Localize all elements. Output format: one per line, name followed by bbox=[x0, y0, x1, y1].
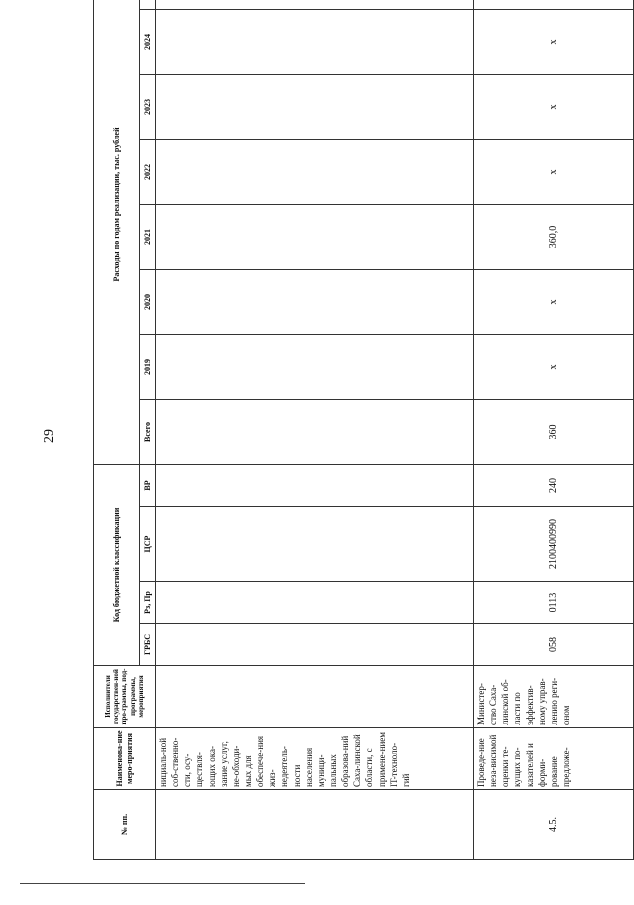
header-2021: 2021 bbox=[140, 204, 156, 269]
header-grbs: ГРБС bbox=[140, 624, 156, 666]
table-row-continuation bbox=[156, 0, 474, 860]
header-2023: 2023 bbox=[140, 74, 156, 139]
cell-name: Проведе-ние неза-висимой оценки те-кущих по-казателей и форми-рование предложе- bbox=[474, 728, 634, 790]
cell-2021 bbox=[156, 204, 474, 269]
header-expenses-group: Расходы по годам реализации, тыс. рублей bbox=[94, 0, 140, 464]
cell-2021: 360,0 bbox=[474, 204, 634, 269]
cell-num: 4.5. bbox=[474, 790, 634, 860]
header-total: Всего bbox=[140, 399, 156, 464]
cell-executor bbox=[156, 666, 474, 728]
page-number: 29 bbox=[42, 429, 57, 443]
cell-total: 360 bbox=[474, 399, 634, 464]
cell-executor: Министер-ство Саха-линской об-ласти по эффектив-ному управ-лению реги-оном bbox=[474, 666, 634, 728]
header-2024: 2024 bbox=[140, 9, 156, 74]
cell-name: нициаль-ной соб-ственно-сти, осу-ществля-ющих ока-зание услуг, не-обходи-мых для обеспече-ния жиз-недеятель-ности населения муници-пальных образова-ний Саха-линской области, с примене-нием IT-техноло-гий bbox=[156, 728, 474, 790]
cell-rzpr: 0113 bbox=[474, 582, 634, 624]
cell-num bbox=[156, 790, 474, 860]
cell-vr: 240 bbox=[474, 464, 634, 506]
cell-grbs bbox=[156, 624, 474, 666]
cell-csr: 2100400990 bbox=[474, 507, 634, 582]
budget-table bbox=[93, 0, 634, 860]
cell-2022: х bbox=[474, 139, 634, 204]
cell-2019 bbox=[156, 334, 474, 399]
cell-vr bbox=[156, 464, 474, 506]
header-2025 bbox=[140, 0, 156, 9]
footnote-rule bbox=[20, 883, 305, 884]
rotated-table-wrapper bbox=[93, 10, 633, 860]
header-rzpr: Рз, Пр bbox=[140, 582, 156, 624]
header-name: Наименова-ние меро-приятия bbox=[94, 728, 156, 790]
cell-2025 bbox=[156, 0, 474, 9]
cell-csr bbox=[156, 507, 474, 582]
cell-2024: х bbox=[474, 9, 634, 74]
header-2022: 2022 bbox=[140, 139, 156, 204]
cell-2024 bbox=[156, 9, 474, 74]
header-2019: 2019 bbox=[140, 334, 156, 399]
cell-2022 bbox=[156, 139, 474, 204]
cell-2023 bbox=[156, 74, 474, 139]
header-executor: Исполнители государствен-ной про-граммы, под-программы, мероприятия bbox=[94, 666, 156, 728]
cell-2023: х bbox=[474, 74, 634, 139]
table-row-4-5 bbox=[474, 0, 634, 860]
cell-2019: х bbox=[474, 334, 634, 399]
header-num: № пп. bbox=[94, 790, 156, 860]
header-vr: ВР bbox=[140, 464, 156, 506]
cell-2020 bbox=[156, 269, 474, 334]
header-2020: 2020 bbox=[140, 269, 156, 334]
cell-2020: х bbox=[474, 269, 634, 334]
header-csr: ЦСР bbox=[140, 507, 156, 582]
header-row-1 bbox=[94, 0, 140, 860]
header-code-group: Код бюджетной классификации bbox=[94, 464, 140, 665]
cell-grbs: 058 bbox=[474, 624, 634, 666]
budget-table-container bbox=[93, 10, 633, 860]
cell-total bbox=[156, 399, 474, 464]
cell-2025 bbox=[474, 0, 634, 9]
cell-rzpr bbox=[156, 582, 474, 624]
